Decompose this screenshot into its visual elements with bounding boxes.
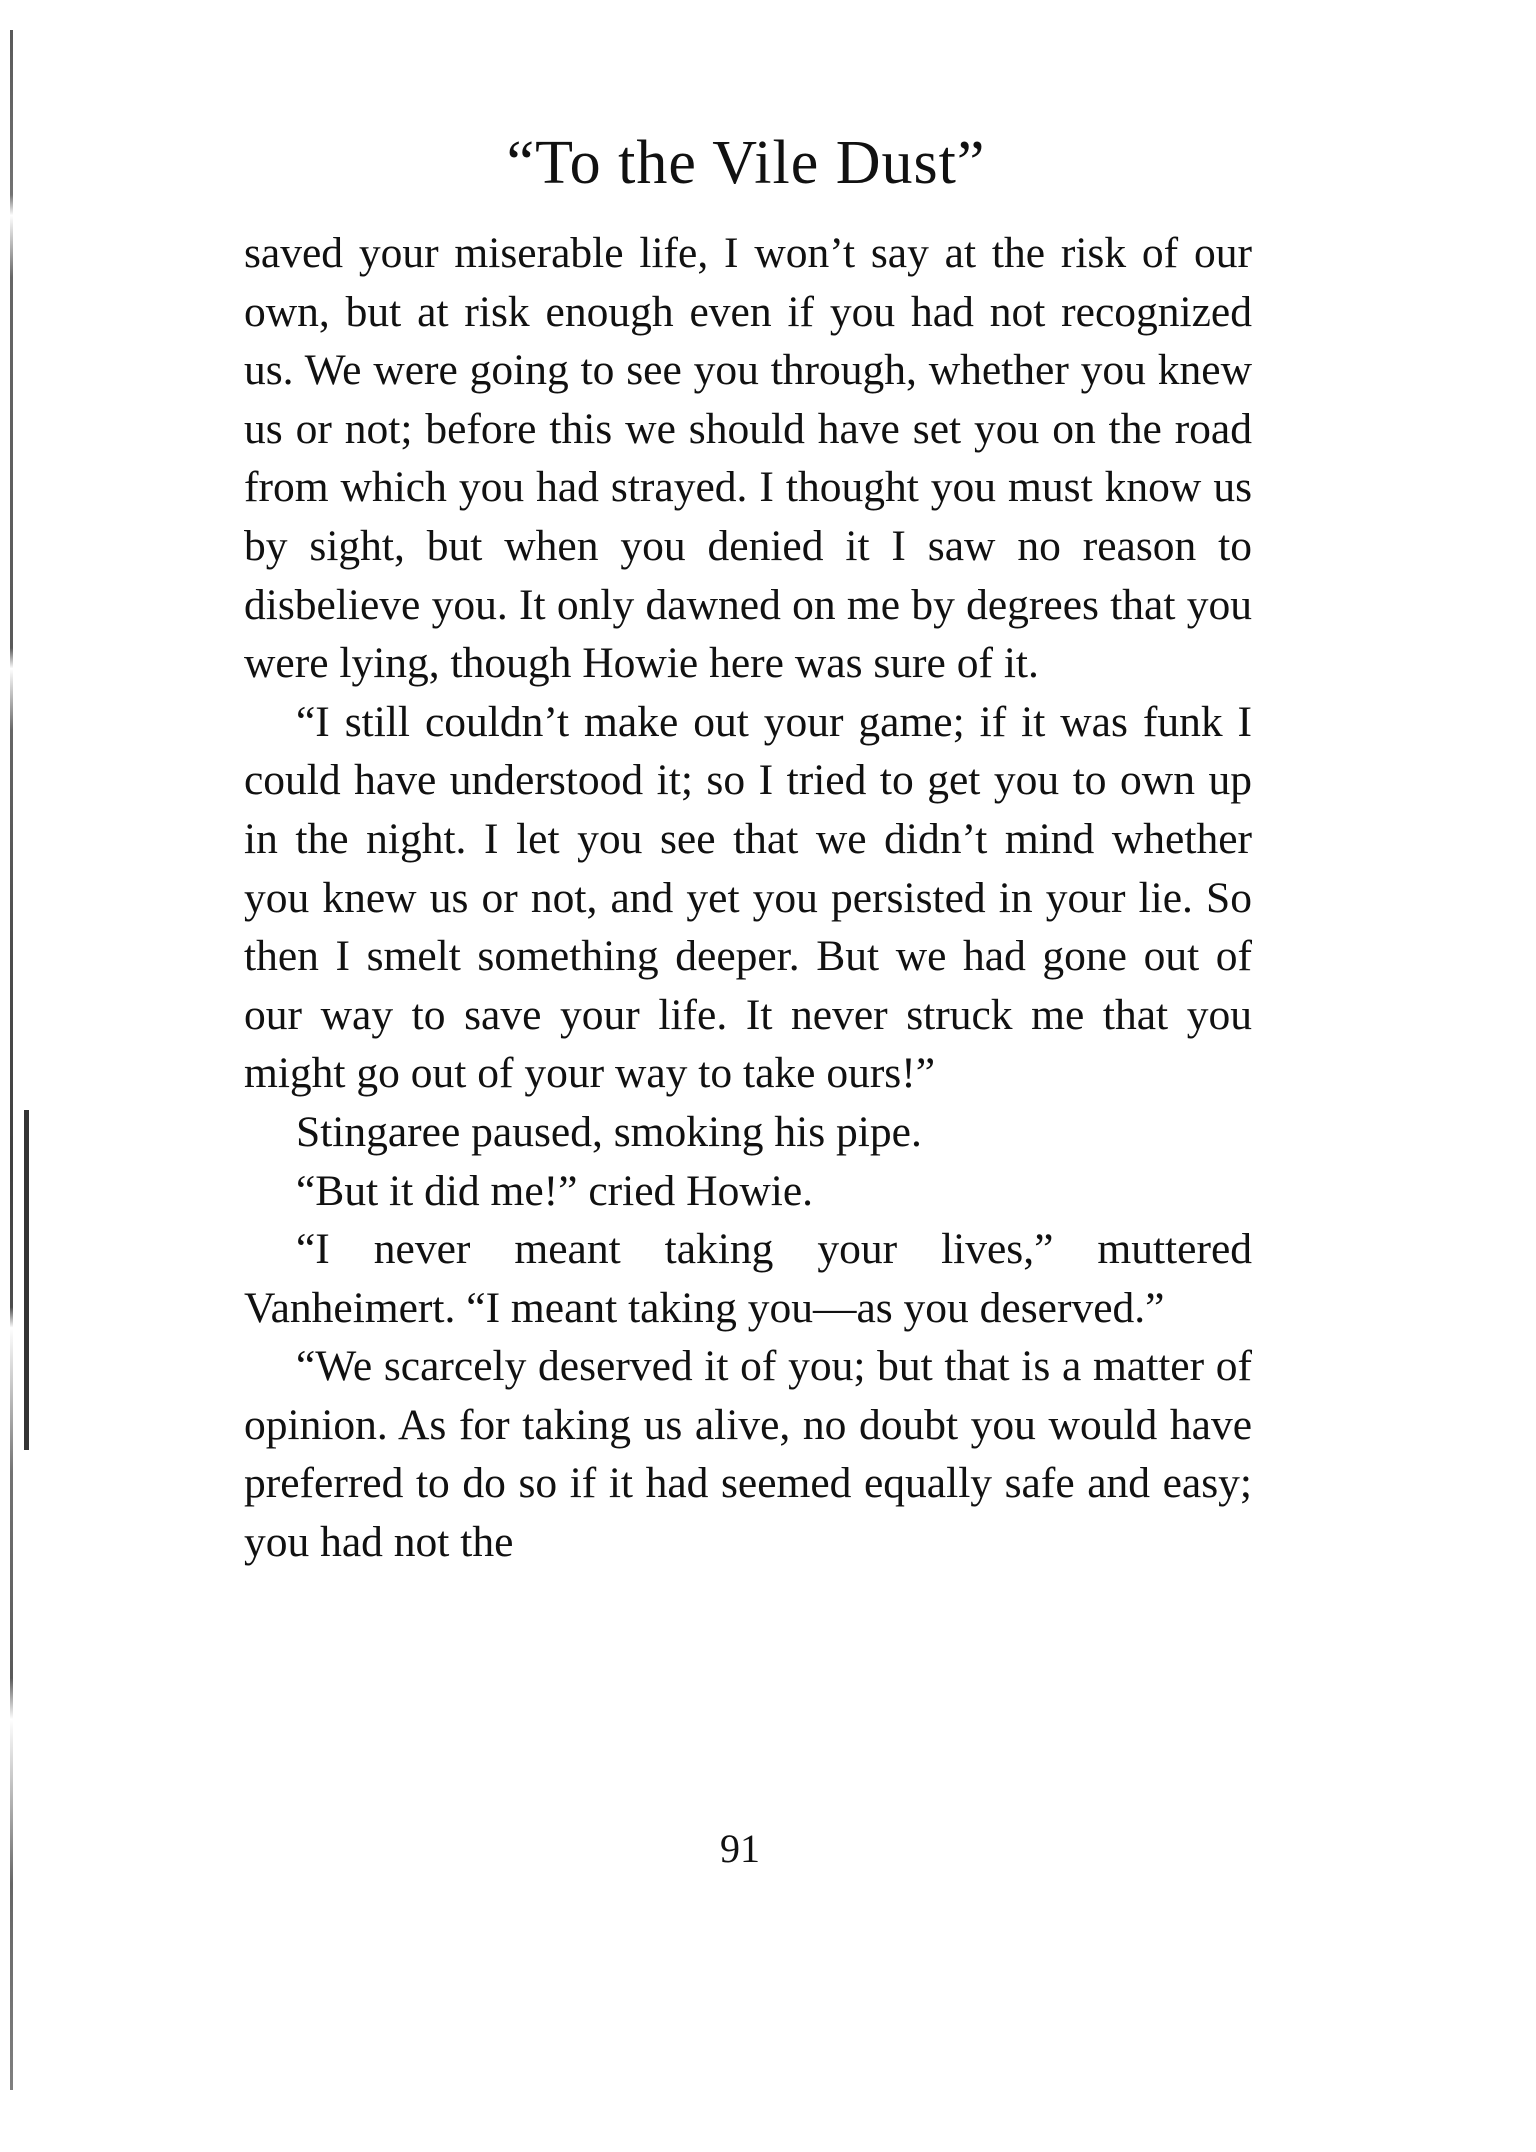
- paragraph-6: “We scarcely deserved it of you; but that is a matter of opinion. As for taking us alive, no doubt you would have preferred to do so if it had seemed equally safe and easy; you had not the: [244, 1342, 1252, 1567]
- paragraph-1: saved your miserable life, I won’t say at the risk of our own, but at risk enough even if you had not recognized us. We were going to see you through, whether you knew us or not; before this we should have set you on the road from which you had strayed. I thought you must know us by sight, but when you denied it I saw no reason to disbelieve you. It only dawned on me by degrees that you were lying, though Howie here was sure of it.: [244, 229, 1252, 688]
- body-text: [244, 224, 1252, 1572]
- paragraph-3: Stingaree paused, smoking his pipe.: [296, 1107, 922, 1156]
- paragraph-5: “I never meant taking your lives,” muttered Vanheimert. “I meant taking you—as you deserved.”: [244, 1225, 1252, 1332]
- binding-edge-shadow: [10, 30, 13, 2090]
- running-head: “To the Vile Dust”: [506, 129, 986, 197]
- paragraph-2: “I still couldn’t make out your game; if it was funk I could have understood it; so I tried to get you to own up in the night. I let you see that we didn’t mind whether you knew us or not, and yet you persisted in your lie. So then I smelt something deeper. But we had gone out of our way to save your life. It never struck me that you might go out of your way to take ours!”: [244, 697, 1252, 1098]
- page-number: 91: [720, 1826, 760, 1871]
- paragraph-4: “But it did me!” cried Howie.: [296, 1166, 814, 1215]
- binding-edge-shadow-dark: [24, 1110, 29, 1450]
